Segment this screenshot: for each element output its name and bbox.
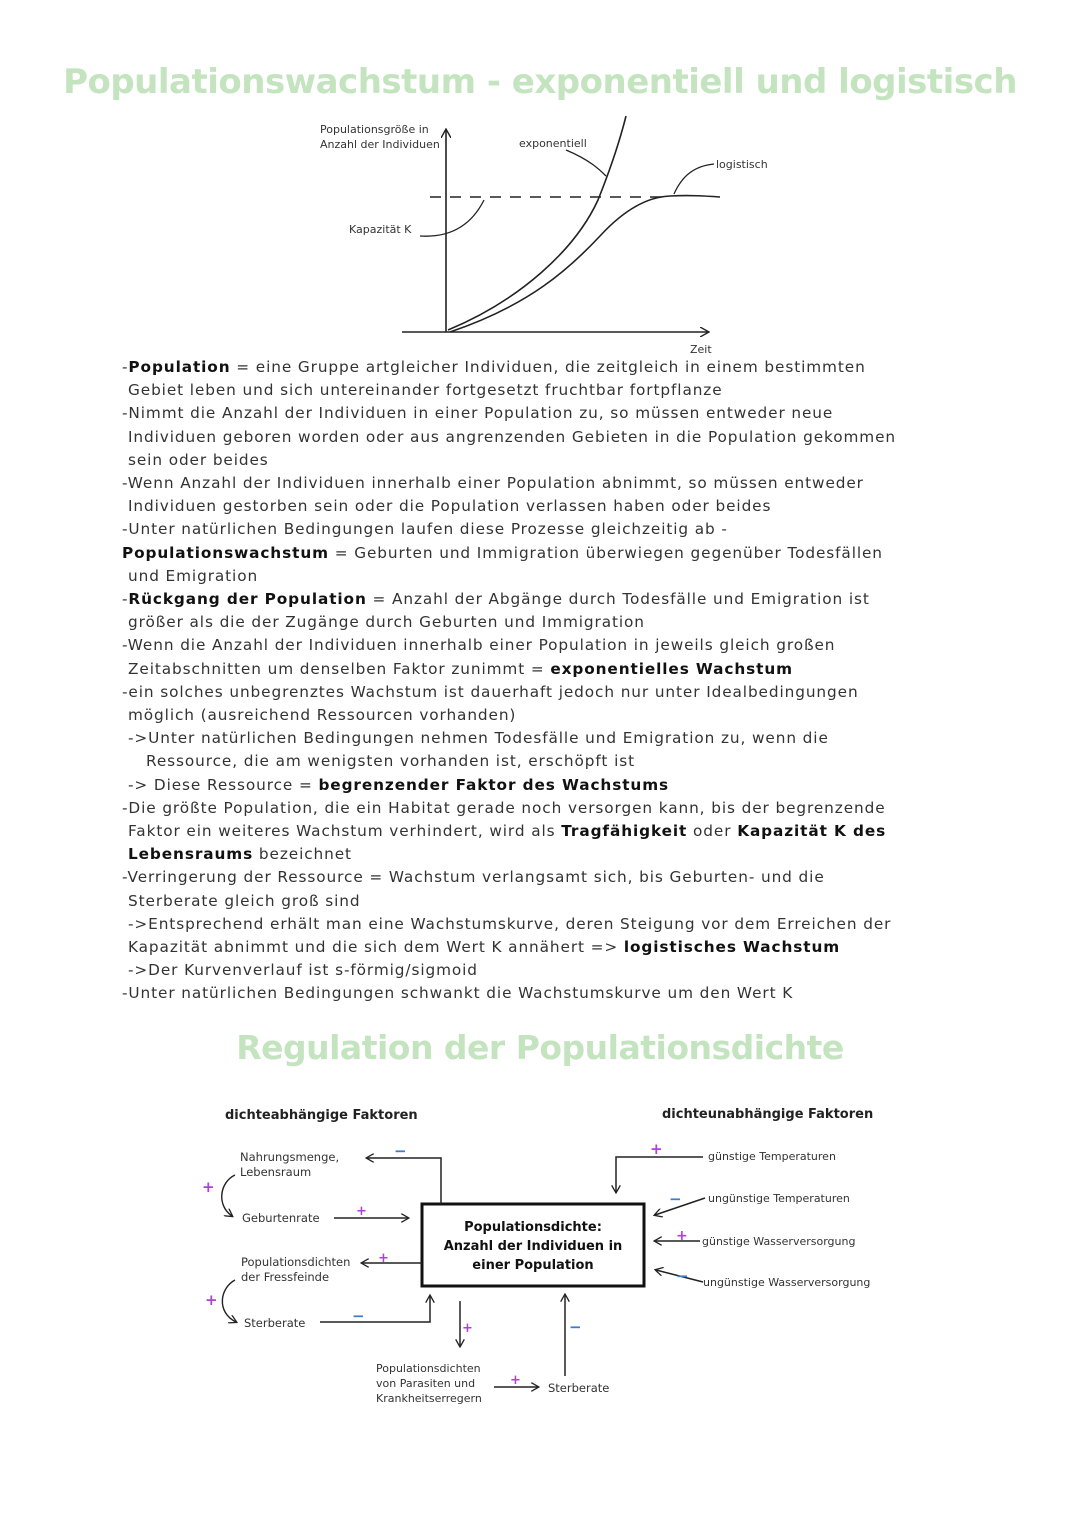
note-term: Tragfähigkeit xyxy=(561,822,688,841)
note-line xyxy=(122,356,1022,379)
note-term: begrenzender Faktor des Wachstums xyxy=(318,775,670,794)
plus-sign: + xyxy=(462,1321,473,1336)
plus-sign: + xyxy=(202,1178,215,1196)
note-text: -Wenn Anzahl der Individuen innerhalb einer Population abnimmt, so müssen entweder xyxy=(122,474,864,493)
curl-food-birth xyxy=(222,1175,235,1216)
note-text: = Geburten und Immigration überwiegen gegenüber Todesfällen xyxy=(328,543,883,562)
right-heading: dichteunabhängige Faktoren xyxy=(662,1107,874,1122)
note-line xyxy=(122,658,1022,681)
note-line xyxy=(122,843,1022,866)
note-line xyxy=(122,982,1022,1005)
parasites-label-2: von Parasiten und xyxy=(376,1377,476,1390)
note-text: Individuen geboren worden oder aus angrenzenden Gebieten in die Population gekommen xyxy=(128,427,896,446)
note-line xyxy=(122,704,1022,727)
plus-sign: + xyxy=(205,1291,218,1309)
note-line xyxy=(122,750,1022,773)
note-text: möglich (ausreichend Ressourcen vorhanden) xyxy=(128,706,517,725)
note-term: logistisches Wachstum xyxy=(623,938,841,957)
note-text: -Unter natürlichen Bedingungen schwankt die Wachstumskurve um den Wert K xyxy=(122,984,794,1003)
arrow-death-to-box xyxy=(320,1296,430,1322)
note-text: Ressource, die am wenigsten vorhanden ist, erschöpft ist xyxy=(146,752,635,771)
note-term: exponentielles Wachstum xyxy=(550,659,793,678)
capacity-label: Kapazität K xyxy=(349,223,412,236)
center-line-2: Anzahl der Individuen in xyxy=(443,1239,623,1254)
section-title-regulation: Regulation der Populationsdichte xyxy=(236,1028,844,1067)
notes-list xyxy=(122,356,1022,1006)
plus-sign: + xyxy=(356,1204,367,1219)
note-line xyxy=(122,890,1022,913)
note-text: = Anzahl der Abgänge durch Todesfälle und Emigration ist xyxy=(366,590,870,609)
food-label-1: Nahrungsmenge, xyxy=(240,1150,340,1164)
note-text: -Nimmt die Anzahl der Individuen in einer Population zu, so müssen entweder neue xyxy=(122,404,834,423)
leader-capacity xyxy=(420,200,484,236)
note-line xyxy=(122,634,1022,657)
note-text: -Die größte Population, die ein Habitat gerade noch versorgen kann, bis der begrenzende xyxy=(122,798,886,817)
note-text: Faktor ein weiteres Wachstum verhindert, wird als xyxy=(128,822,562,841)
curl-predators-death xyxy=(222,1280,236,1322)
note-line xyxy=(122,774,1022,797)
note-text: -Unter natürlichen Bedingungen laufen diese Prozesse gleichzeitig ab - xyxy=(122,520,728,539)
minus-sign: − xyxy=(676,1267,689,1285)
note-line xyxy=(122,866,1022,889)
note-text: -Verringerung der Ressource = Wachstum verlangsamt sich, bis Geburten- und die xyxy=(122,868,825,887)
note-line xyxy=(122,518,1022,541)
logistic-label: logistisch xyxy=(716,158,768,171)
good-temp-label: günstige Temperaturen xyxy=(708,1150,836,1163)
left-heading: dichteabhängige Faktoren xyxy=(225,1108,418,1123)
arrow-box-to-food xyxy=(367,1158,441,1204)
note-text: ->Der Kurvenverlauf ist s-förmig/sigmoid xyxy=(128,961,478,980)
note-line xyxy=(122,959,1022,982)
exponential-label: exponentiell xyxy=(519,137,587,150)
note-line xyxy=(122,913,1022,936)
note-line xyxy=(122,472,1022,495)
note-text: oder xyxy=(687,822,738,841)
note-line xyxy=(122,936,1022,959)
plus-sign: + xyxy=(650,1140,663,1158)
note-text: Gebiet leben und sich untereinander fortgesetzt fruchtbar fortpflanze xyxy=(128,381,723,400)
predator-label-2: der Fressfeinde xyxy=(241,1270,330,1284)
y-axis-label-2: Anzahl der Individuen xyxy=(320,138,440,151)
note-line xyxy=(122,797,1022,820)
predator-label-1: Populationsdichten xyxy=(241,1255,351,1269)
note-text: = eine Gruppe artgleicher Individuen, die zeitgleich in einem bestimmten xyxy=(230,358,866,376)
note-prefix: - xyxy=(122,590,129,609)
note-text: -ein solches unbegrenztes Wachstum ist dauerhaft jedoch nur unter Idealbedingungen xyxy=(122,682,859,701)
bad-temp-label: ungünstige Temperaturen xyxy=(708,1192,850,1205)
note-text: und Emigration xyxy=(128,566,259,585)
note-line xyxy=(122,820,1022,843)
y-axis-label-1: Populationsgröße in xyxy=(320,123,429,136)
minus-sign: − xyxy=(569,1318,582,1336)
minus-sign: − xyxy=(352,1307,365,1325)
arrow-good-temp xyxy=(616,1157,703,1192)
note-text: sein oder beides xyxy=(128,450,269,469)
leader-exponential xyxy=(566,150,606,176)
note-text: Sterberate gleich groß sind xyxy=(128,891,361,910)
note-line xyxy=(122,727,1022,750)
note-line xyxy=(122,426,1022,449)
good-water-label: günstige Wasserversorgung xyxy=(702,1235,856,1248)
plus-sign: + xyxy=(510,1373,521,1388)
bad-water-label: ungünstige Wasserversorgung xyxy=(703,1276,871,1289)
note-text: -Wenn die Anzahl der Individuen innerhalb einer Population in jeweils gleich großen xyxy=(122,636,836,655)
note-text: bezeichnet xyxy=(253,845,352,864)
note-line xyxy=(122,495,1022,518)
parasites-label-3: Krankheitserregern xyxy=(376,1392,482,1405)
note-term: Populationswachstum xyxy=(122,543,329,562)
note-line xyxy=(122,379,1022,402)
note-line xyxy=(122,681,1022,704)
death-left-label: Sterberate xyxy=(244,1316,306,1330)
minus-sign: − xyxy=(394,1142,407,1160)
note-term: Population xyxy=(128,358,231,376)
note-term: Rückgang der Population xyxy=(128,590,367,609)
food-label-2: Lebensraum xyxy=(240,1165,312,1179)
note-text: größer als die der Zugänge durch Geburten und Immigration xyxy=(128,613,645,632)
center-line-1: Populationsdichte: xyxy=(464,1220,602,1235)
parasites-label-1: Populationsdichten xyxy=(376,1362,481,1375)
note-line xyxy=(122,449,1022,472)
plus-sign: + xyxy=(378,1251,389,1266)
plus-sign: + xyxy=(676,1228,688,1244)
logistic-curve xyxy=(450,196,720,332)
center-line-3: einer Population xyxy=(472,1258,594,1273)
note-text: Zeitabschnitten um denselben Faktor zunimmt = xyxy=(128,659,551,678)
note-term: Lebensraums xyxy=(128,845,254,864)
note-line xyxy=(122,542,1022,565)
minus-sign: − xyxy=(669,1190,682,1208)
section-title-growth: Populationswachstum - exponentiell und logistisch xyxy=(63,62,1017,102)
note-line xyxy=(122,402,1022,425)
note-text: ->Unter natürlichen Bedingungen nehmen Todesfälle und Emigration zu, wenn die xyxy=(128,729,829,748)
note-prefix: - xyxy=(122,358,129,376)
note-text: Individuen gestorben sein oder die Population verlassen haben oder beides xyxy=(128,497,772,516)
note-text: -> Diese Ressource = xyxy=(128,775,319,794)
birth-label: Geburtenrate xyxy=(242,1211,320,1225)
note-term: Kapazität K des xyxy=(737,822,887,841)
note-line xyxy=(122,565,1022,588)
note-line xyxy=(122,588,1022,611)
leader-logistic xyxy=(674,164,714,194)
note-line xyxy=(122,611,1022,634)
note-text: ->Entsprechend erhält man eine Wachstumskurve, deren Steigung vor dem Erreichen der xyxy=(128,914,892,933)
death-bottom-label: Sterberate xyxy=(548,1381,610,1395)
x-axis-label: Zeit xyxy=(690,343,712,356)
note-text: Kapazität abnimmt und die sich dem Wert K annähert => xyxy=(128,938,624,957)
